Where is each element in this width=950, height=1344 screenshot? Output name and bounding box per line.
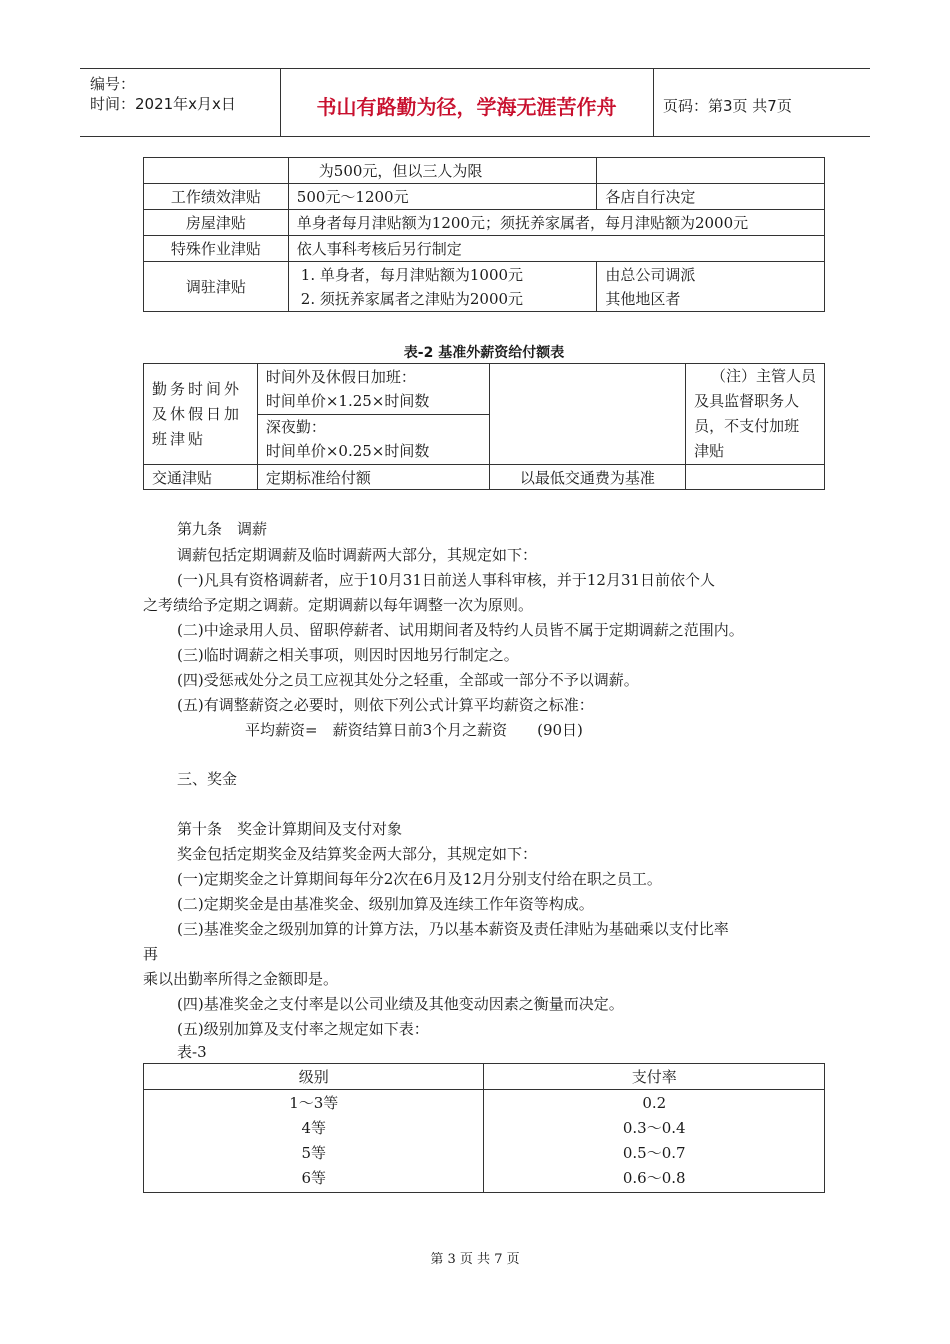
cell-line: 其他地区者 [605,289,681,308]
table-cell: 房屋津贴 [144,210,289,236]
table-cell [288,262,597,312]
table-row [144,262,825,312]
paragraph: 再 [143,945,159,963]
cell-line: 及具监督职务人 [694,392,800,410]
section-heading: 三、奖金 [177,770,238,788]
paragraph: 乘以出勤率所得之金额即是。 [143,970,339,988]
table-cell: 特殊作业津贴 [144,236,289,262]
header-page-label: 页码：第3页 共7页 [663,97,792,115]
table-cell: 依人事科考核后另行制定 [288,236,824,262]
paragraph: (二)定期奖金是由基准奖金、级别加算及连续工作年资等构成。 [177,895,594,913]
table-cell: 以最低交通费为基准 [489,465,686,490]
table-row [144,1090,825,1193]
column-header: 支付率 [484,1064,825,1090]
page-header [80,68,870,137]
header-page-cell [653,69,870,136]
cell-line: 0.6～0.8 [622,1169,686,1187]
page-footer: 第 3 页 共 7 页 [430,1252,520,1267]
table-cell: 工作绩效津贴 [144,184,289,210]
article-heading: 第九条 调薪 [177,520,268,538]
paragraph: (三)基准奖金之级别加算的计算方法，乃以基本薪资及责任津贴为基础乘以支付比率 [177,920,729,938]
header-info-cell [80,69,281,136]
table-cell [144,158,289,184]
cell-line: 津贴 [694,442,725,460]
table-cell [597,158,825,184]
paragraph: (五)级别加算及支付率之规定如下表： [177,1020,429,1038]
cell-line: 0.2 [642,1094,667,1112]
table-cell [144,364,258,465]
paragraph: (四)基准奖金之支付率是以公司业绩及其他变动因素之衡量而决定。 [177,995,624,1013]
cell-line: （注）主管人员 [710,367,816,385]
header-motto-cell [280,69,654,136]
table-cell [597,262,825,312]
cell-line: 0.5～0.7 [622,1144,686,1162]
doc-date-label: 时间：2021年x月x日 [90,95,236,113]
table-cell: 500元～1200元 [288,184,597,210]
table-row [144,184,825,210]
table-cell [489,364,686,465]
table-cell [257,364,489,415]
table-row [144,236,825,262]
paragraph: (三)临时调薪之相关事项，则因时因地另行制定之。 [177,646,519,664]
cell-line: 4等 [301,1119,327,1137]
table-cell: 调驻津贴 [144,262,289,312]
cell-line: 深夜勤： [265,418,326,437]
allowance-table [143,157,825,312]
table-cell [686,364,825,465]
cell-line: 班津贴 [152,429,207,448]
cell-line: 时间单价×1.25×时间数 [265,391,430,410]
table-cell [144,1090,484,1193]
cell-line: 0.3～0.4 [622,1119,686,1137]
table-cell [686,465,825,490]
cell-line: 2. 须抚养家属者之津贴为2000元 [300,289,524,308]
table-row [144,158,825,184]
cell-line: 1～3等 [289,1094,339,1112]
paragraph: (一)定期奖金之计算期间每年分2次在6月及12月分别支付给在职之员工。 [177,870,662,888]
table-cell: 为500元，但以三人为限 [288,158,597,184]
table-cell [484,1090,825,1193]
cell-line: 及休假日加 [152,404,243,423]
paragraph: (五)有调整薪资之必要时，则依下列公式计算平均薪资之标准： [177,696,594,714]
doc-number-label: 编号： [90,75,136,93]
table-row [144,364,825,415]
paragraph: 调薪包括定期调薪及临时调薪两大部分，其规定如下： [177,546,538,564]
cell-line: 时间外及休假日加班： [265,367,416,386]
table-header-row [144,1064,825,1090]
cell-line: 勤务时间外 [152,379,243,398]
cell-line: 5等 [301,1144,327,1162]
paragraph: 之考绩给予定期之调薪。定期调薪以每年调整一次为原则。 [143,596,534,614]
table-cell: 交通津贴 [144,465,258,490]
cell-line: 6等 [301,1169,327,1187]
table-row [144,210,825,236]
overtime-table [143,363,825,490]
paragraph: (四)受惩戒处分之员工应视其处分之轻重，全部或一部分不予以调薪。 [177,671,639,689]
cell-line: 员，不支付加班 [694,417,800,435]
formula-line: 平均薪资= 薪资结算日前3个月之薪资 (90日) [245,721,583,739]
table2-caption: 表-2 基准外薪资给付额表 [403,345,565,361]
cell-line: 1. 单身者，每月津贴额为1000元 [300,265,524,284]
paragraph: (二)中途录用人员、留职停薪者、试用期间者及特约人员皆不属于定期调薪之范围内。 [177,621,744,639]
table-cell [257,414,489,465]
paragraph: (一)凡具有资格调薪者，应于10月31日前送人事科审核，并于12月31日前依个人 [177,571,716,589]
article-heading: 第十条 奖金计算期间及支付对象 [177,820,403,838]
table-row [144,465,825,490]
table-cell: 各店自行决定 [597,184,825,210]
cell-line: 时间单价×0.25×时间数 [265,442,430,461]
bonus-rate-table [143,1063,825,1193]
header-motto: 书山有路勤为径，学海无涯苦作舟 [316,95,617,119]
paragraph: 奖金包括定期奖金及结算奖金两大部分，其规定如下： [177,845,538,863]
table3-label: 表-3 [177,1043,207,1061]
table-cell: 定期标准给付额 [257,465,489,490]
cell-line: 由总公司调派 [605,265,696,284]
column-header: 级别 [144,1064,484,1090]
table-cell: 单身者每月津贴额为1200元；须抚养家属者，每月津贴额为2000元 [288,210,824,236]
